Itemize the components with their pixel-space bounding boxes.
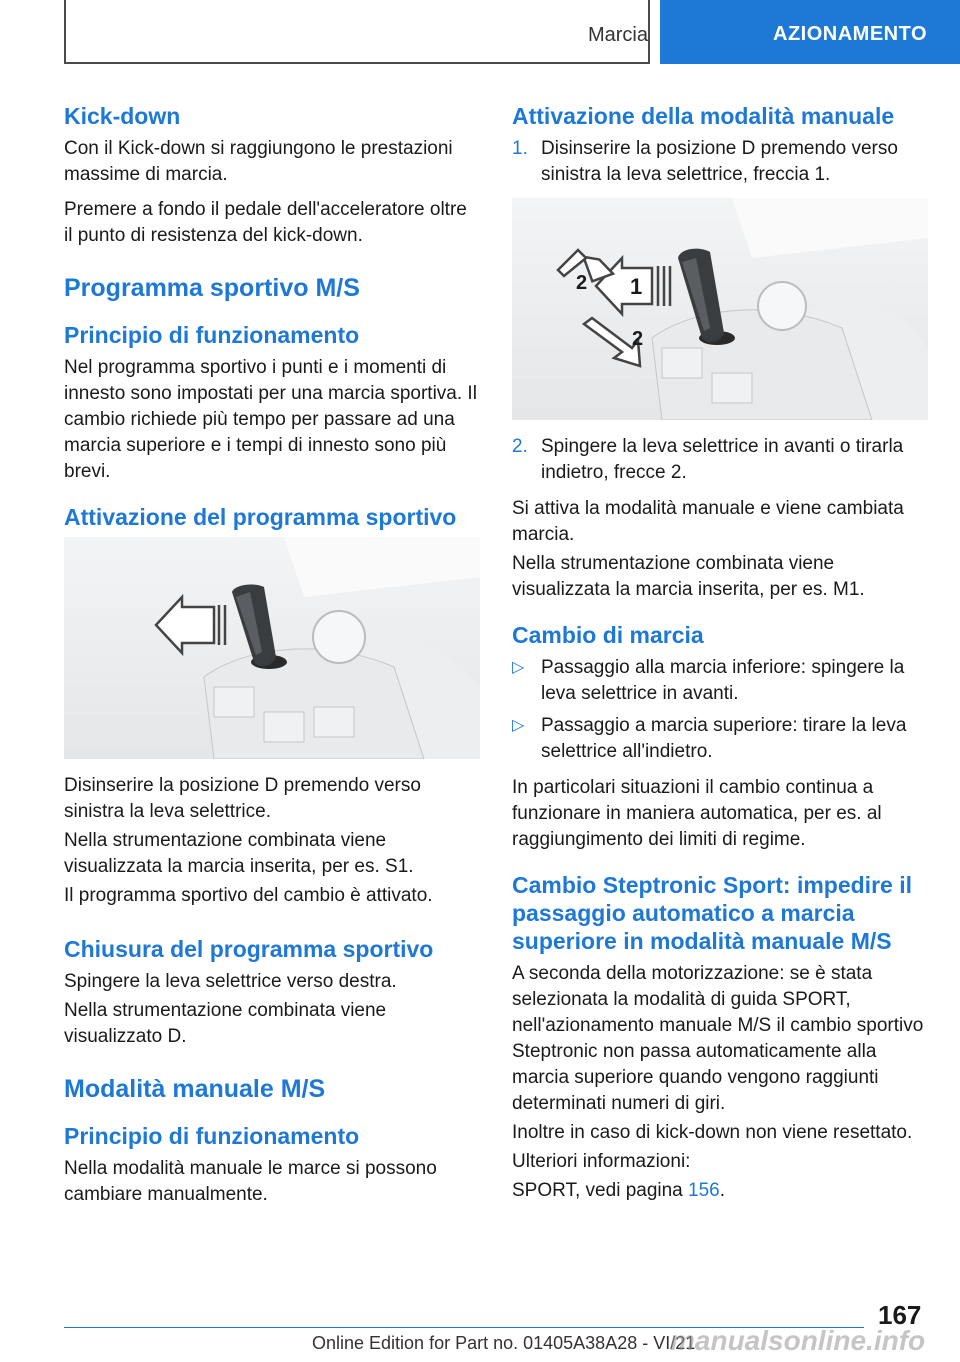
page-156-link[interactable]: 156 [688,1180,720,1201]
left-column [64,102,480,1217]
gear-selector-arrows-drawing [512,198,928,420]
steptronic-heading: Cambio Steptronic Sport: impedire il passaggio automatico a marcia superiore in modalità manuale M/S [512,872,912,954]
manual-principle-paragraph: Nella modalità manuale le marce si possono cambiare manualmente. [64,1158,437,1205]
triangle-bullet-icon: ▷ [512,717,525,734]
principle-paragraph: Nel programma sportivo i punti e i momenti di innesto sono impostati per una marcia sportiva. Il cambio richiede più tempo per passare ad una marcia superiore e i tempi di innesto sono più brevi. [64,357,477,482]
list-item [512,434,928,486]
kickdown-heading: Kick-down [64,103,181,129]
step-text: Spingere la leva selettrice in avanti o tirarla indietro, frecce 2. [541,436,904,483]
shift-heading: Cambio di marcia [512,622,704,648]
activation-paragraph-2: Nella strumentazione combinata viene visualizzata la marcia inserita, per es. S1. [64,830,414,877]
kickdown-paragraph-2: Premere a fondo il pedale dell'acceleratore oltre il punto di resistenza del kick-down. [64,199,467,246]
manual-principle-heading: Principio di funzionamento [64,1123,360,1149]
shift-item-text: Passaggio alla marcia inferiore: spingere la leva selettrice in avanti. [541,657,905,704]
steptronic-paragraph-1: A seconda della motorizzazione: se è stata selezionata la modalità di guida SPORT, nell'azionamento manuale M/S il cambio sportivo Steptronic non passa automaticamente alla marcia superiore quando vengono raggiunti determinati numeri di giri. [512,963,924,1114]
shift-list [512,655,928,765]
manual-activation-heading: Attivazione della modalità manuale [512,103,895,129]
step-text: Disinserire la posizione D premendo verso sinistra la leva selettrice, freccia 1. [541,138,898,185]
steptronic-paragraph-2: Inoltre in caso di kick-down non viene resettato. [512,1122,913,1143]
header-chapter-tab: AZIONAMENTO [660,0,960,64]
after-steps-paragraph-2: Nella strumentazione combinata viene visualizzata la marcia inserita, per es. M1. [512,553,865,600]
shift-paragraph: In particolari situazioni il cambio continua a funzionare in maniera automatica, per es. al raggiungimento dei limiti di regime. [512,777,882,850]
after-steps-paragraph-1: Si attiva la modalità manuale e viene cambiata marcia. [512,498,904,545]
steps-list-continued [512,434,928,486]
kickdown-paragraph-1: Con il Kick-down si raggiungono le prestazioni massime di marcia. [64,138,453,185]
arrow-2-upper-label: 2 [576,272,588,294]
arrow-2-lower-label: 2 [632,328,644,350]
sport-reference-end: . [719,1180,726,1201]
sport-activation-heading: Attivazione del programma sportivo [64,504,457,530]
gear-selector-right-illustration [512,198,928,420]
shift-item-text: Passaggio a marcia superiore: tirare la leva selettrice all'indietro. [541,715,907,762]
watermark: manualsonline.info [670,1325,926,1356]
list-item [512,655,928,707]
sport-reference [512,1178,928,1204]
activation-paragraph-3: Il programma sportivo del cambio è attivato. [64,885,433,906]
list-item [512,136,928,188]
arrow-1-label: 1 [630,274,643,299]
header-section-title: Marcia [587,24,648,46]
steps-list [512,136,928,188]
more-info-label: Ulteriori informazioni: [512,1151,691,1172]
step-number: 2. [512,436,528,457]
page-number: 167 [878,1300,922,1330]
gear-selector-left-illustration [64,537,480,759]
triangle-bullet-icon: ▷ [512,659,525,676]
activation-paragraph-1: Disinserire la posizione D premendo verso sinistra la leva selettrice. [64,775,421,822]
footer-edition: Online Edition for Part no. 01405A38A28 - VI/21 [312,1333,696,1353]
right-column [512,102,928,1213]
header-frame [64,0,650,64]
close-paragraph-2: Nella strumentazione combinata viene visualizzato D. [64,1000,387,1047]
sport-program-heading: Programma sportivo M/S [64,274,360,302]
gear-selector-drawing [64,537,480,759]
list-item [512,713,928,765]
sport-reference-text: SPORT, vedi pagina [512,1180,689,1201]
principle-heading: Principio di funzionamento [64,322,360,348]
step-number: 1. [512,138,528,159]
sport-close-heading: Chiusura del programma sportivo [64,936,434,962]
manual-mode-heading: Modalità manuale M/S [64,1075,326,1103]
close-paragraph-1: Spingere la leva selettrice verso destra. [64,971,397,992]
